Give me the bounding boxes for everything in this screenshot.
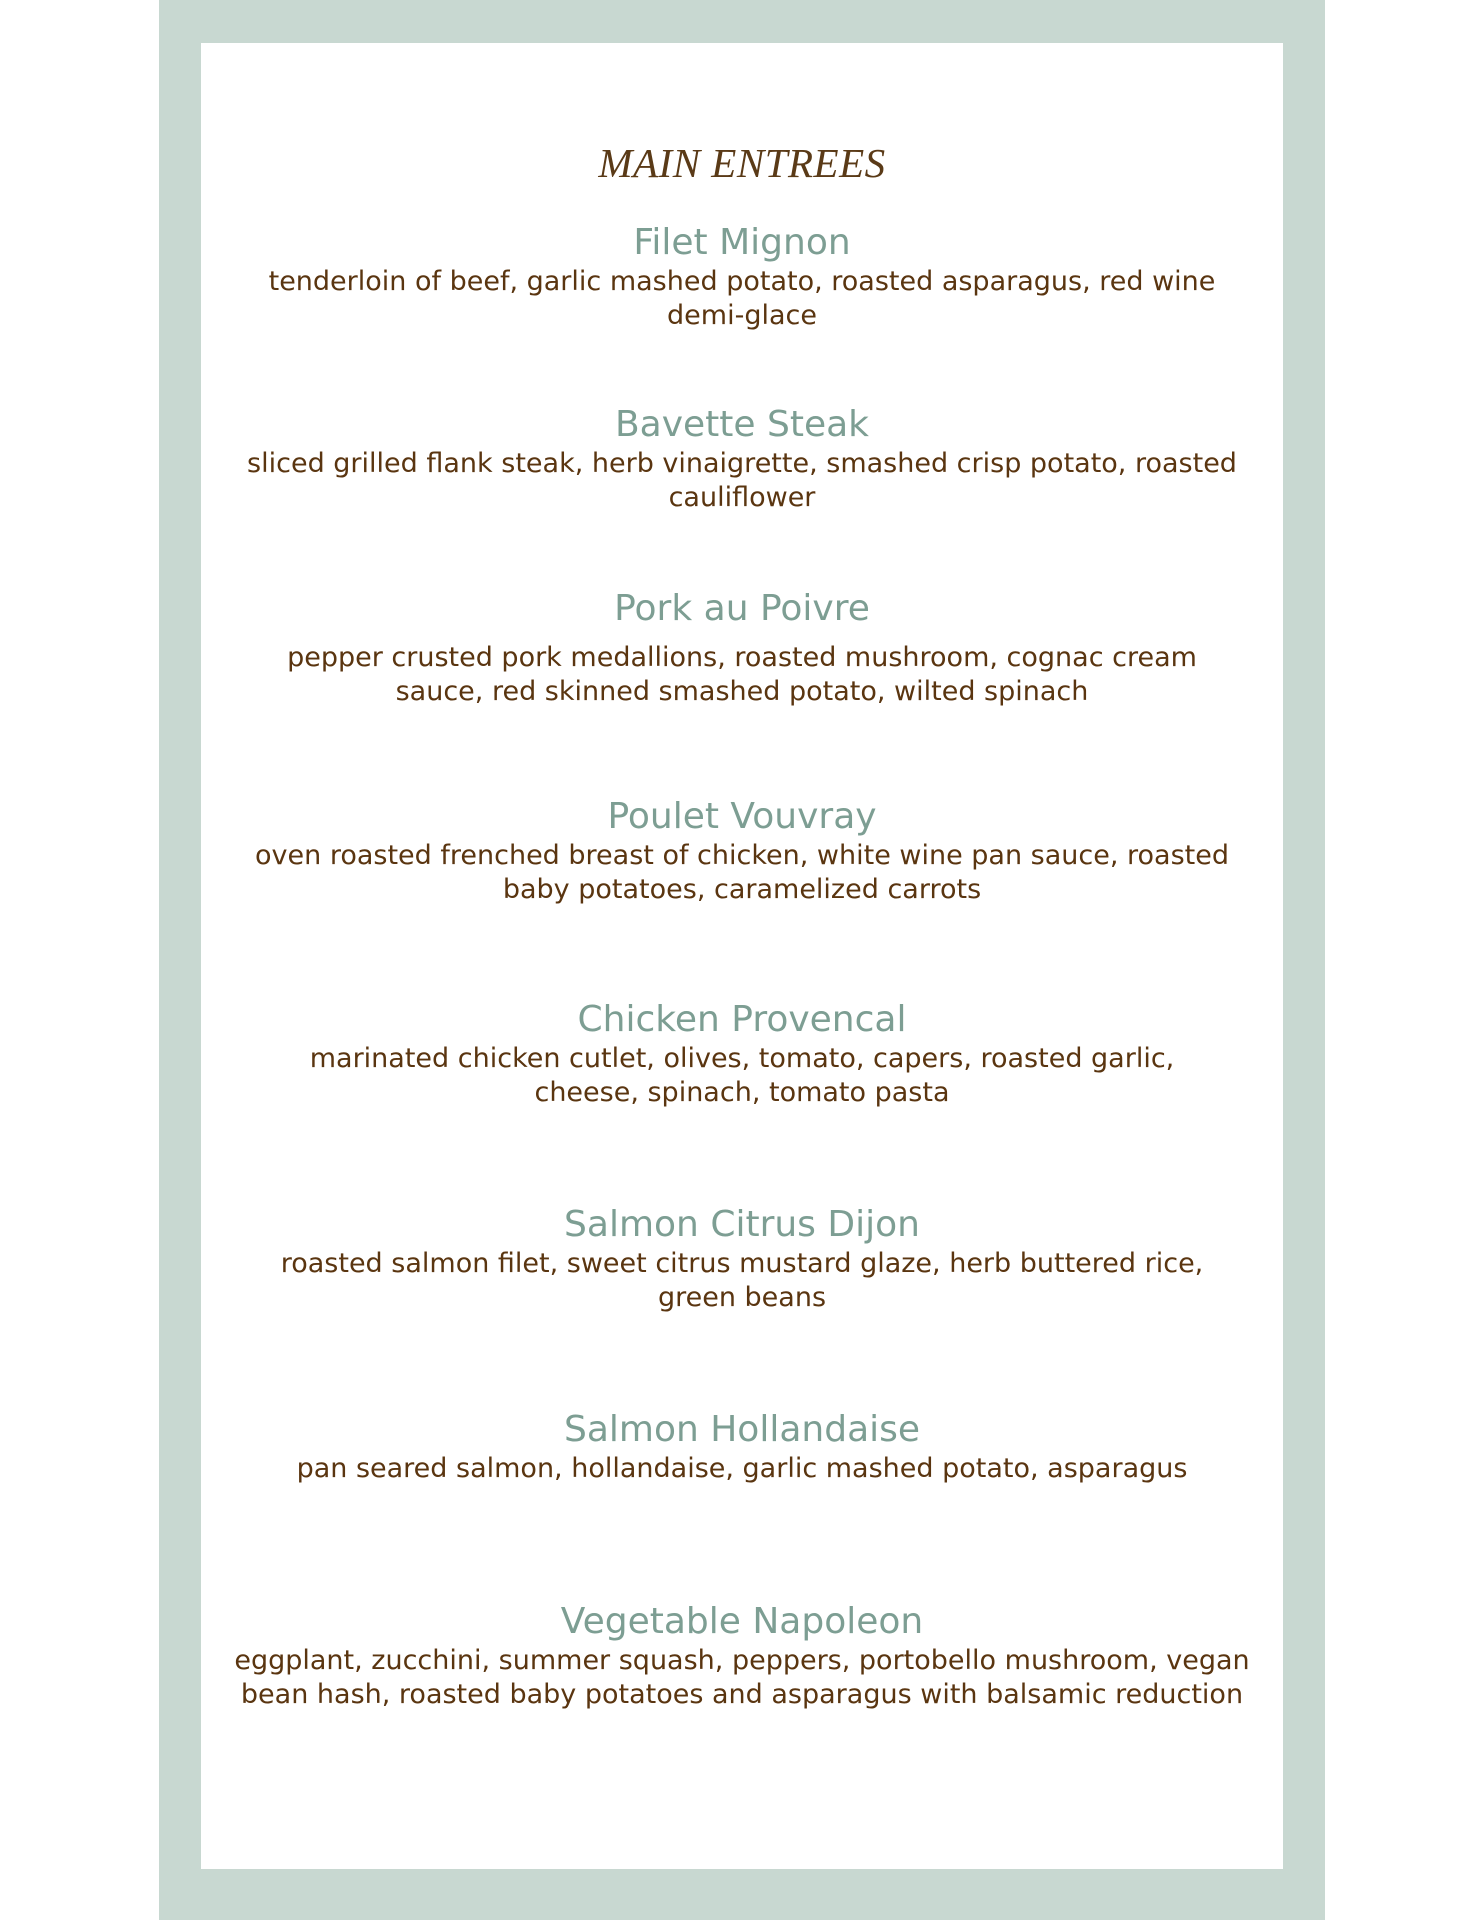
menu-card [201, 43, 1283, 1869]
menu-title: MAIN ENTREES [598, 140, 886, 186]
menu-item-vegetable-napoleon [201, 1600, 1283, 1712]
menu-item-description-line: pepper crusted pork medallions, roasted mushroom, cognac cream [287, 642, 1197, 673]
menu-item-description-line: demi-glace [667, 300, 817, 331]
menu-item-salmon-citrus-dijon [201, 1203, 1283, 1315]
menu-item-description-line: cauliflower [668, 482, 816, 513]
menu-item-description-line: sauce, red skinned smashed potato, wilted spinach [395, 676, 1089, 707]
menu-item-description-line: eggplant, zucchini, summer squash, peppers, portobello mushroom, vegan [234, 1645, 1250, 1676]
menu-item-name: Filet Mignon [633, 222, 851, 263]
menu-item-name: Salmon Citrus Dijon [564, 1204, 920, 1245]
menu-item-pork-au-poivre [201, 587, 1283, 709]
menu-item-name: Salmon Hollandaise [563, 1409, 921, 1450]
menu-border-frame [159, 0, 1325, 1920]
menu-item-name: Poulet Vouvray [607, 796, 877, 837]
menu-item-description-line: tenderloin of beef, garlic mashed potato, roasted asparagus, red wine [268, 266, 1216, 297]
menu-item-description-line: bean hash, roasted baby potatoes and asparagus with balsamic reduction [240, 1679, 1244, 1710]
menu-item-filet-mignon [201, 221, 1283, 333]
menu-item-salmon-hollandaise [201, 1408, 1283, 1486]
menu-item-description-line: sliced grilled flank steak, herb vinaigrette, smashed crisp potato, roasted [247, 448, 1237, 479]
menu-item-poulet-vouvray [201, 795, 1283, 907]
menu-item-description-line: roasted salmon filet, sweet citrus mustard glaze, herb buttered rice, [280, 1248, 1204, 1279]
menu-item-description-line: marinated chicken cutlet, olives, tomato, capers, roasted garlic, [309, 1043, 1175, 1074]
menu-item-chicken-provencal [201, 998, 1283, 1110]
menu-item-bavette-steak [201, 403, 1283, 515]
menu-item-description-line: oven roasted frenched breast of chicken, white wine pan sauce, roasted [255, 840, 1229, 871]
menu-item-description-line: baby potatoes, caramelized carrots [502, 874, 982, 905]
menu-item-name: Bavette Steak [614, 404, 870, 445]
menu-item-description-line: pan seared salmon, hollandaise, garlic mashed potato, asparagus [296, 1453, 1188, 1484]
menu-item-name: Chicken Provencal [577, 999, 907, 1040]
menu-item-description-line: cheese, spinach, tomato pasta [534, 1077, 950, 1108]
menu-item-name: Vegetable Napoleon [560, 1601, 924, 1642]
menu-item-description-line: green beans [657, 1282, 827, 1313]
menu-item-name: Pork au Poivre [614, 588, 870, 629]
